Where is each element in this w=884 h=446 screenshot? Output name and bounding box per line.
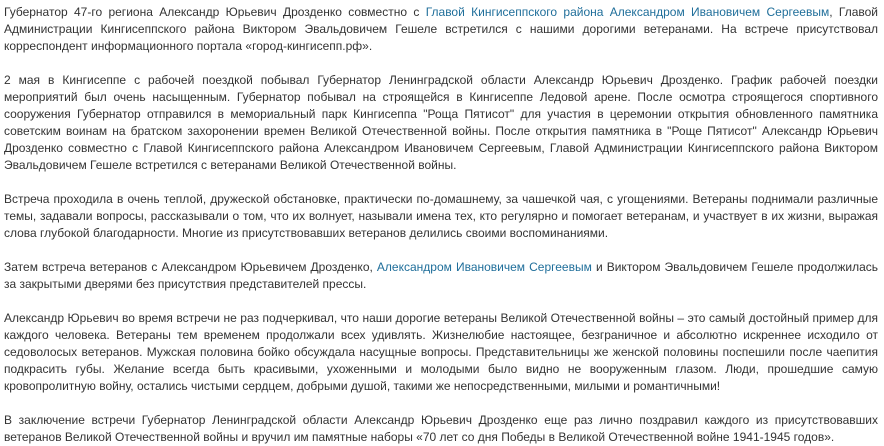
head-of-district-link[interactable]: Главой Кингисеппского района Александром Ивановичем Сергеевым [425, 5, 830, 19]
paragraph-conclusion: В заключение встречи Губернатор Ленинградской области Александр Юрьевич Дрозденко еще раз лично поздравил каждого из присутствовавших ветеранов Великой Отечественной войны и вручил им памятные наборы «70 лет со дня Победы в Великой Отечественной войне 1941-1945 годов». [4, 413, 878, 444]
sergeev-link[interactable]: Александром Ивановичем Сергеевым [376, 260, 592, 274]
paragraph-closed-meeting-text-after: и Виктором Эвальдовичем Гешеле продолжилась за закрытыми дверями без присутствия представителей прессы. [4, 260, 879, 291]
paragraph-meeting: Встреча проходила в очень теплой, дружеской обстановке, практически по-домашнему, за чашечкой чая, с угощениями. Ветераны поднимали различные темы, задавали вопросы, рассказывали о том, что их волнует, называли имена тех, кто регулярно и помогает ветеранам, и участвует в их жизни, выражая слова глубокой благодарности. Многие из присутствовавших ветеранов делились своими воспоминаниями. [4, 192, 878, 240]
paragraph-intro-text-after: , Главой Администрации Кингисеппского района Виктором Эвальдовичем Гешеле встретился с нашими дорогими ветеранами. На встрече присутствовал корреспондент информационного портала «город-кингисепп.рф». [4, 5, 879, 53]
paragraph-closed-meeting [4, 259, 878, 293]
paragraph-visit: 2 мая в Кингисеппе с рабочей поездкой побывал Губернатор Ленинградской области Александр Юрьевич Дрозденко. График рабочей поездки мероприятий был очень насыщенным. Губернатор побывал на строящейся в Кингисеппе Ледовой арене. После осмотра строящегося спортивного сооружения Губернатор отправился в мемориальный парк Кингисеппа "Роща Пятисот" для участия в церемонии открытия обновленного памятника советским воинам на братском захоронении времен Великой Отечественной войны. После открытия памятника в "Роще Пятисот" Александр Юрьевич Дрозденко совместно с Главой Кингисеппского района Александром Ивановичем Сергеевым, Главой Администрации Кингисеппского района Виктором Эвальдовичем Гешеле встретился с ветеранами Великой Отечественной войны. [4, 73, 878, 172]
paragraph-closed-meeting-text-before: Затем встреча ветеранов с Александром Юрьевичем Дрозденко, [4, 260, 377, 274]
paragraph-intro [4, 4, 878, 55]
paragraph-intro-text-before: Губернатор 47-го региона Александр Юрьевич Дрозденко совместно с [4, 5, 426, 19]
paragraph-veterans: Александр Юрьевич во время встречи не раз подчеркивал, что наши дорогие ветераны Великой Отечественной войны – это самый достойный пример для каждого человека. Ветераны тем временем продолжали всех удивлять. Жизнелюбие настоящее, безграничное и абсолютно искреннее исходило от седоволосых ветеранов. Мужская половина бойко обсуждала насущные вопросы. Представительницы же женской половины поспешили после чаепития подкрасить губы. Желание всегда быть красивыми, ухоженными и молодыми было видно не вооруженным глазом. Люди, прошедшие самую кровопролитную войну, остались чистыми сердцем, добрыми душой, такими же непосредственными, милыми и романтичными! [4, 311, 878, 393]
